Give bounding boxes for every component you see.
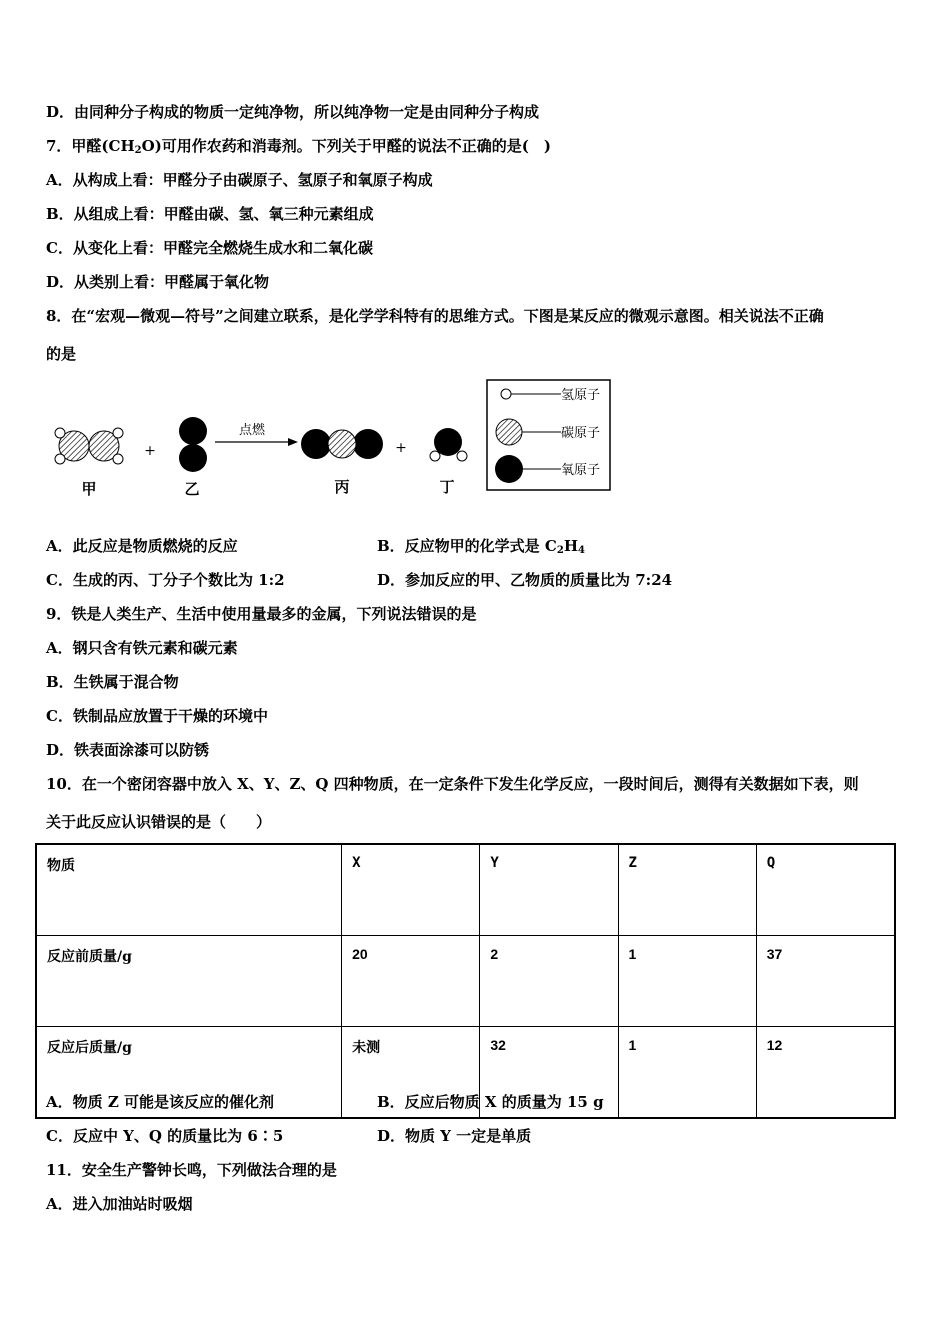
legend-oxygen: 氧原子 [561,463,601,478]
q8-option-b-sub2: 4 [578,545,585,556]
q8-stem-line2: 的是 [46,345,77,363]
table-cell: 2 [480,936,618,1027]
q7-option-a: A．从构成上看：甲醛分子由碳原子、氢原子和氧原子构成 [46,171,433,189]
q10-option-c: C．反应中 Y、Q 的质量比为 6∶5 [46,1127,284,1145]
q7-option-c: C．从变化上看：甲醛完全燃烧生成水和二氧化碳 [46,239,373,257]
table-header-cell: Y [480,844,618,936]
q7-stem-pre: 7．甲醛(CH [46,137,135,155]
label-yi: 乙 [184,480,200,498]
q9-option-b: B．生铁属于混合物 [46,673,179,691]
molecule-jia [55,428,123,464]
table-cell: 1 [618,936,756,1027]
table-header-row [36,844,895,936]
mass-data-table [35,843,896,1119]
q10-stem-line2: 关于此反应认识错误的是（ ） [46,813,272,831]
table-cell: 未测 [342,1027,480,1119]
q11-stem: 11．安全生产警钟长鸣，下列做法合理的是 [46,1161,337,1179]
legend-hydrogen: 氢原子 [561,388,601,403]
q10-stem-line1: 10．在一个密闭容器中放入 X、Y、Z、Q 四种物质，在一定条件下发生化学反应，一段时间后，测得有关数据如下表，则 [46,775,859,793]
q8-option-a: A．此反应是物质燃烧的反应 [46,537,238,555]
q7-option-b: B．从组成上看：甲醛由碳、氢、氧三种元素组成 [46,205,374,223]
q9-option-d: D．铁表面涂漆可以防锈 [46,741,210,759]
q7-stem-subscript: 2 [134,145,142,156]
q9-option-c: C．铁制品应放置于干燥的环境中 [46,707,268,725]
table-cell: 12 [756,1027,895,1119]
table-header-cell: X [342,844,480,936]
table-cell: 反应前质量/g [36,936,342,1027]
legend-carbon: 碳原子 [561,426,601,441]
molecule-yi [179,417,207,472]
table-cell: 1 [618,1027,756,1119]
plus-sign-2: + [395,440,407,456]
molecule-ding [430,428,467,461]
label-ding: 丁 [439,478,455,496]
label-bing: 丙 [334,478,350,496]
reaction-condition: 点燃 [238,423,266,438]
q10-option-b: B．反应后物质 X 的质量为 15 g [377,1093,604,1111]
q7-stem-post: O)可用作农药和消毒剂。下列关于甲醛的说法不正确的是( ) [141,137,551,155]
reaction-arrow-head [288,438,298,446]
table-row [36,936,895,1027]
table-cell: 反应后质量/g [36,1027,342,1119]
table-cell: 37 [756,936,895,1027]
q9-option-a: A．钢只含有铁元素和碳元素 [46,639,238,657]
q8-option-b-mid: H [563,537,578,555]
q9-stem: 9．铁是人类生产、生活中使用量最多的金属，下列说法错误的是 [46,605,477,623]
q11-option-a: A．进入加油站时吸烟 [46,1195,193,1213]
q8-stem-line1: 8．在“宏观—微观—符号”之间建立联系，是化学学科特有的思维方式。下图是某反应的微观示意图。相关说法不正确 [46,307,824,325]
table-header-cell: Z [618,844,756,936]
plus-sign-1: + [144,443,156,459]
q7-stem [46,136,551,161]
atom-legend [487,380,610,490]
q8-option-b-sub1: 2 [556,545,564,556]
q6-option-d: D．由同种分子构成的物质一定纯净物，所以纯净物一定是由同种分子构成 [46,103,540,121]
reaction-micro-diagram [40,372,620,502]
q8-option-c: C．生成的丙、丁分子个数比为 1:2 [46,571,285,589]
q8-option-b-pre: B．反应物甲的化学式是 C [377,537,557,555]
table-header-cell: 物质 [36,844,342,936]
q8-option-d: D．参加反应的甲、乙物质的质量比为 7:24 [377,571,673,589]
table-header-cell: Q [756,844,895,936]
q7-option-d: D．从类别上看：甲醛属于氧化物 [46,273,270,291]
q10-option-d: D．物质 Y 一定是单质 [377,1127,532,1145]
table-cell: 20 [342,936,480,1027]
label-jia: 甲 [81,480,97,498]
molecule-bing [301,429,383,459]
table-cell: 32 [480,1027,618,1119]
q8-option-b [377,536,585,561]
q10-option-a: A．物质 Z 可能是该反应的催化剂 [46,1093,275,1111]
